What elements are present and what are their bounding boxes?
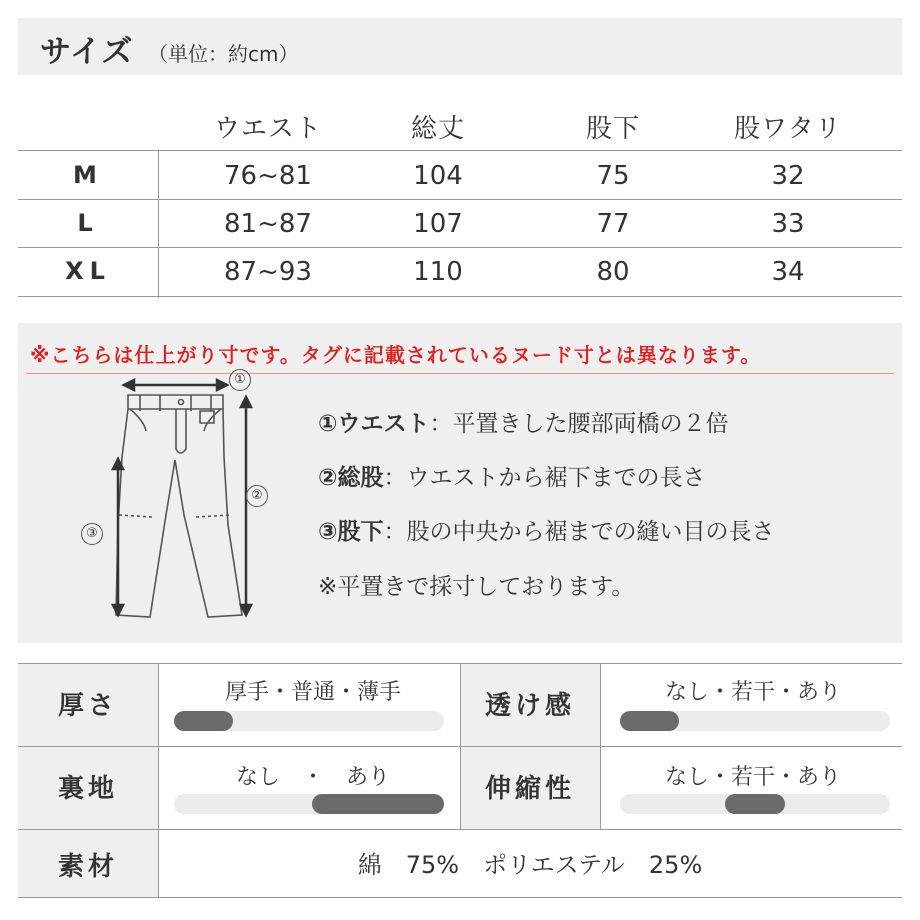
marker-1: ① bbox=[229, 369, 251, 391]
column-header-total-length: 総丈 bbox=[410, 114, 465, 144]
column-header-waist: ウエスト bbox=[213, 114, 322, 144]
attr-options-stretch: なし・若干・あり bbox=[664, 765, 841, 790]
table-divider bbox=[18, 829, 902, 830]
table-divider bbox=[18, 897, 902, 898]
size-label-xl: XL bbox=[65, 257, 111, 285]
page-title: サイズ bbox=[40, 34, 134, 70]
table-column-divider bbox=[600, 663, 601, 829]
stretch-scale bbox=[620, 794, 890, 814]
measurement-line-total: ②総股：ウエストから裾下までの長さ bbox=[318, 465, 706, 491]
measurement-line-inseam: ③股下：股の中央から裾までの縫い目の長さ bbox=[318, 519, 775, 545]
transparency-scale bbox=[620, 711, 890, 731]
table-divider bbox=[18, 150, 902, 151]
table-cell: 107 bbox=[413, 209, 463, 239]
table-cell: 34 bbox=[771, 257, 805, 287]
measurement-note-panel bbox=[18, 323, 902, 643]
table-cell: 81~87 bbox=[224, 209, 312, 239]
size-label-m: M bbox=[73, 161, 103, 189]
attr-label-transparency: 透け感 bbox=[484, 691, 575, 721]
transparency-level bbox=[620, 711, 679, 731]
attr-label-thickness: 厚さ bbox=[57, 691, 118, 721]
size-table bbox=[18, 98, 902, 298]
attr-options-transparency: なし・若干・あり bbox=[664, 680, 841, 705]
table-column-divider bbox=[158, 663, 159, 898]
lining-level bbox=[312, 794, 444, 814]
thickness-level bbox=[174, 711, 233, 731]
measurement-footnote: ※平置きで採寸しております。 bbox=[318, 574, 635, 600]
attr-options-lining: なし ・ あり bbox=[235, 765, 390, 790]
table-cell: 80 bbox=[596, 257, 630, 287]
table-divider bbox=[18, 247, 902, 248]
table-cell: 75 bbox=[596, 161, 630, 191]
column-header-inseam: 股下 bbox=[585, 114, 640, 144]
material-value: 綿 75% ポリエステル 25% bbox=[357, 851, 703, 879]
table-cell: 77 bbox=[596, 209, 630, 239]
pants-diagram-icon bbox=[78, 365, 318, 635]
lining-scale bbox=[174, 794, 444, 814]
attr-label-material: 素材 bbox=[57, 852, 118, 882]
table-cell: 110 bbox=[413, 257, 463, 287]
table-cell: 76~81 bbox=[224, 161, 312, 191]
measurement-line-waist: ①ウエスト：平置きした腰部両橋の２倍 bbox=[318, 411, 729, 437]
table-cell: 87~93 bbox=[224, 257, 312, 287]
table-divider bbox=[18, 296, 902, 297]
stretch-level bbox=[725, 794, 784, 814]
warning-text: ※こちらは仕上がり寸です。タグに記載されているヌード寸とは異なります。 bbox=[30, 343, 762, 367]
attr-options-thickness: 厚手・普通・薄手 bbox=[224, 680, 401, 705]
table-divider bbox=[18, 199, 902, 200]
attribute-table bbox=[18, 663, 902, 898]
table-column-divider bbox=[158, 150, 159, 298]
marker-2: ② bbox=[246, 485, 268, 507]
thickness-scale bbox=[174, 711, 444, 731]
attr-label-lining: 裏地 bbox=[57, 774, 118, 804]
table-cell: 104 bbox=[413, 161, 463, 191]
column-header-thigh: 股ワタリ bbox=[734, 114, 842, 144]
size-header bbox=[18, 18, 902, 75]
table-cell: 33 bbox=[771, 209, 805, 239]
marker-3: ③ bbox=[81, 523, 103, 545]
size-label-l: L bbox=[77, 209, 99, 237]
unit-label: （単位：約cm） bbox=[148, 42, 299, 66]
attr-label-stretch: 伸縮性 bbox=[484, 774, 575, 804]
table-cell: 32 bbox=[771, 161, 805, 191]
